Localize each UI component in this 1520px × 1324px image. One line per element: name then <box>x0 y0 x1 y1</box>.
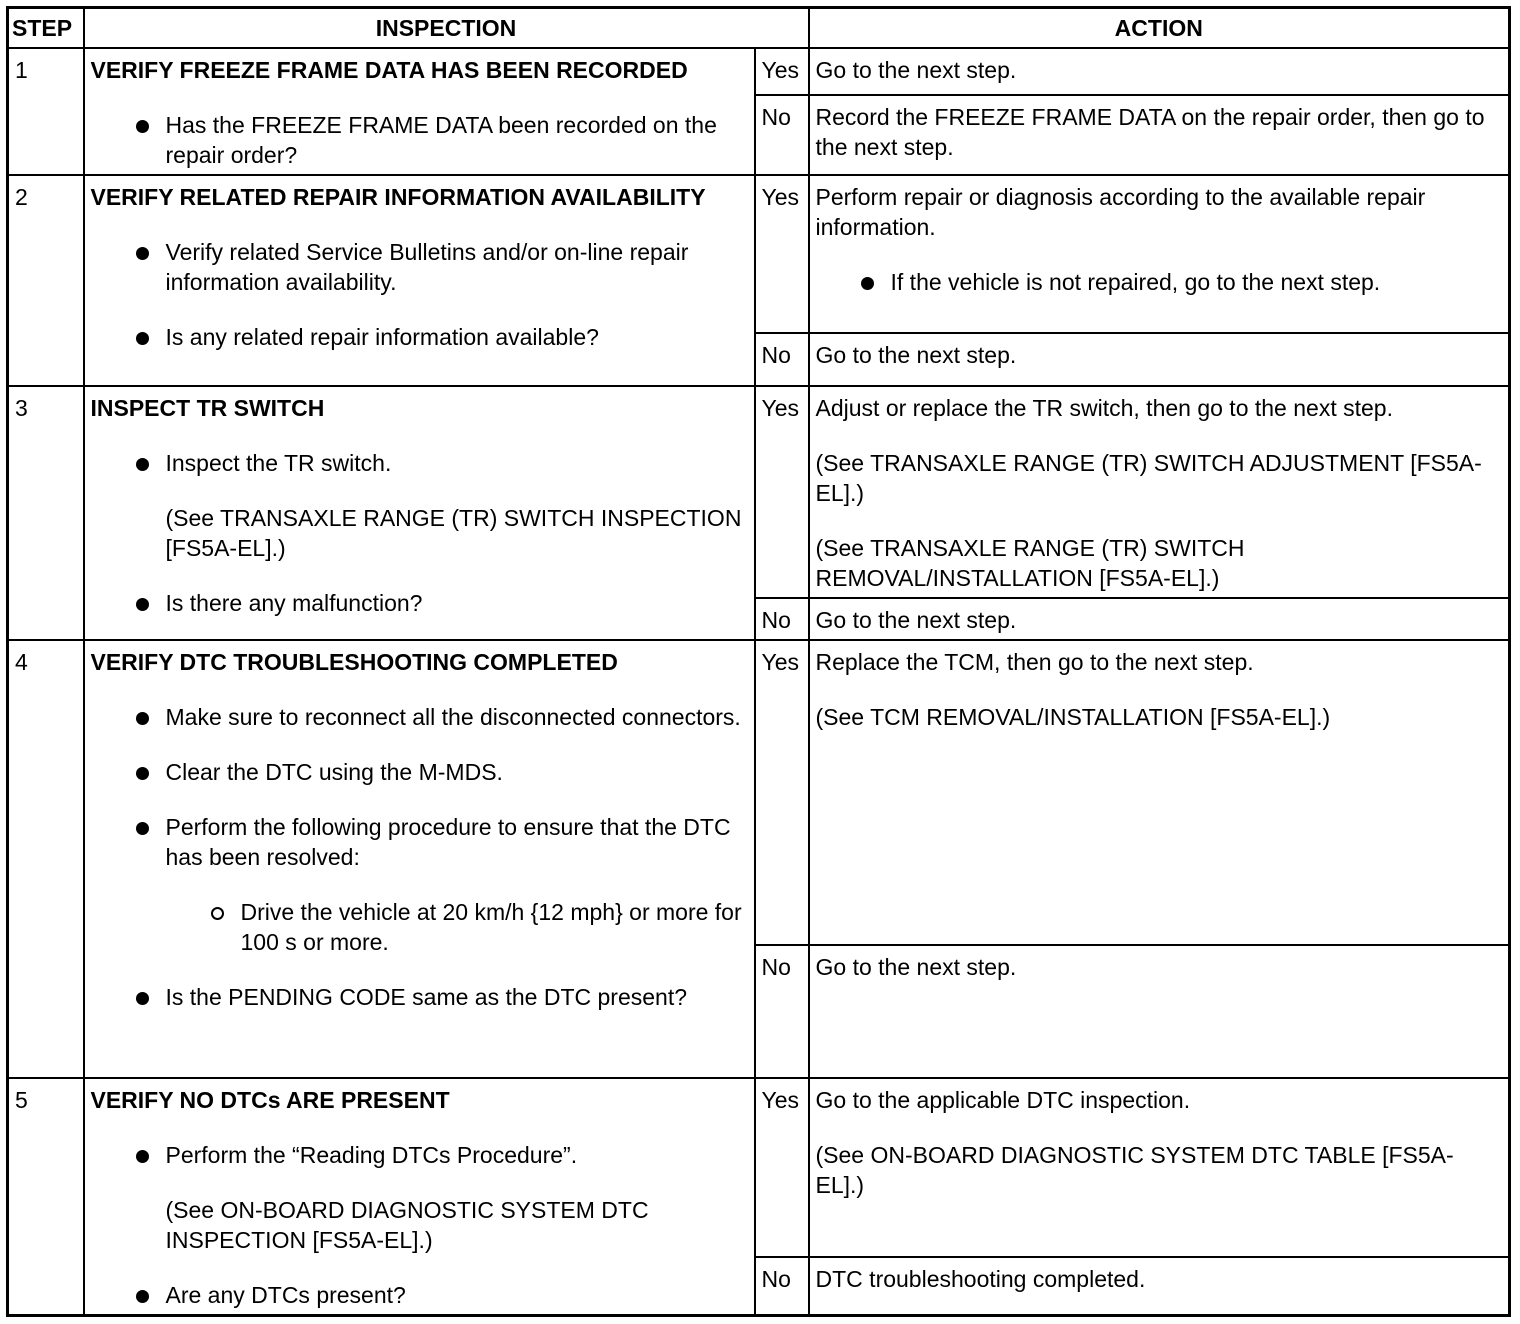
action-text: DTC troubleshooting completed. <box>815 1266 1146 1293</box>
inspection-sub-bullet: Drive the vehicle at 20 km/h {12 mph} or more for 100 s or more. <box>91 897 748 957</box>
step-title: VERIFY DTC TROUBLESHOOTING COMPLETED <box>90 649 618 675</box>
no-label: No <box>755 333 809 386</box>
reference-note: (See TCM REMOVAL/INSTALLATION [FS5A-EL].) <box>815 704 1331 730</box>
no-action <box>809 598 1510 640</box>
yes-action <box>809 640 1510 945</box>
step-number: 5 <box>8 1078 84 1316</box>
inspection-bullet: Make sure to reconnect all the disconnected connectors. <box>91 702 748 732</box>
action-text: Go to the next step. <box>815 57 1017 83</box>
step-number: 4 <box>8 640 84 1078</box>
reference-note: (See TRANSAXLE RANGE (TR) SWITCH REMOVAL/INSTALLATION [FS5A-EL].) <box>815 535 1245 591</box>
diagnostic-table <box>6 6 1511 1317</box>
yes-label: Yes <box>755 175 809 333</box>
yes-action <box>809 175 1510 333</box>
inspection-bullet: Has the FREEZE FRAME DATA been recorded on the repair order? <box>91 110 748 170</box>
inspection-bullet: Verify related Service Bulletins and/or on-line repair information availability. <box>91 237 748 297</box>
no-label: No <box>755 1257 809 1315</box>
step-inspection <box>84 386 755 640</box>
action-bullet: If the vehicle is not repaired, go to the next step. <box>816 267 1503 297</box>
diagnostic-procedure-sheet <box>6 6 1508 1318</box>
action-text: Record the FREEZE FRAME DATA on the repair order, then go to the next step. <box>815 104 1485 160</box>
step-inspection <box>84 48 755 175</box>
no-label: No <box>755 95 809 175</box>
reference-note: (See TRANSAXLE RANGE (TR) SWITCH ADJUSTMENT [FS5A-EL].) <box>815 450 1482 506</box>
action-text: Go to the next step. <box>815 954 1017 980</box>
inspection-bullet: Perform the following procedure to ensure that the DTC has been resolved: <box>91 812 748 872</box>
action-text: Go to the applicable DTC inspection. <box>815 1087 1191 1113</box>
step-number: 2 <box>8 175 84 386</box>
reference-note: (See ON-BOARD DIAGNOSTIC SYSTEM DTC INSPECTION [FS5A-EL].) <box>165 1197 649 1253</box>
no-action <box>809 945 1510 1078</box>
inspection-bullet: Are any DTCs present? <box>91 1280 748 1310</box>
action-text: Perform repair or diagnosis according to the available repair information. <box>815 184 1426 240</box>
header-step: STEP <box>8 8 84 49</box>
step-number: 1 <box>8 48 84 175</box>
step-inspection <box>84 175 755 386</box>
header-row <box>8 8 1510 49</box>
action-text: Go to the next step. <box>815 342 1017 368</box>
yes-action <box>809 386 1510 598</box>
step-title: VERIFY FREEZE FRAME DATA HAS BEEN RECORDED <box>90 57 688 83</box>
yes-label: Yes <box>755 1078 809 1257</box>
inspection-bullet: Is the PENDING CODE same as the DTC present? <box>91 982 748 1012</box>
no-label: No <box>755 945 809 1078</box>
action-text: Adjust or replace the TR switch, then go to the next step. <box>815 395 1393 421</box>
reference-note: (See TRANSAXLE RANGE (TR) SWITCH INSPECTION [FS5A-EL].) <box>165 505 742 561</box>
step-4-yes-row <box>8 640 1510 945</box>
header-action: ACTION <box>809 8 1510 49</box>
yes-label: Yes <box>755 48 809 95</box>
inspection-bullet: Is there any malfunction? <box>91 588 748 618</box>
no-action <box>809 1257 1510 1315</box>
reference-note: (See ON-BOARD DIAGNOSTIC SYSTEM DTC TABLE [FS5A-EL].) <box>815 1142 1454 1198</box>
action-text: Go to the next step. <box>815 607 1017 633</box>
header-inspection: INSPECTION <box>84 8 809 49</box>
step-5-yes-row <box>8 1078 1510 1257</box>
inspection-bullet: Perform the “Reading DTCs Procedure”. <box>91 1140 748 1170</box>
step-number: 3 <box>8 386 84 640</box>
inspection-bullet: Is any related repair information available? <box>91 322 748 352</box>
inspection-bullet: Clear the DTC using the M-MDS. <box>91 757 748 787</box>
step-inspection <box>84 1078 755 1316</box>
no-action <box>809 333 1510 386</box>
step-inspection <box>84 640 755 1078</box>
no-label: No <box>755 598 809 640</box>
yes-action <box>809 48 1510 95</box>
step-title: INSPECT TR SWITCH <box>90 395 325 421</box>
step-title: VERIFY RELATED REPAIR INFORMATION AVAILABILITY <box>90 184 706 210</box>
no-action <box>809 95 1510 175</box>
yes-label: Yes <box>755 386 809 598</box>
yes-label: Yes <box>755 640 809 945</box>
yes-action <box>809 1078 1510 1257</box>
action-text: Replace the TCM, then go to the next step. <box>815 649 1254 675</box>
step-3-yes-row <box>8 386 1510 598</box>
inspection-bullet: Inspect the TR switch. <box>91 448 748 478</box>
step-2-yes-row <box>8 175 1510 333</box>
step-title: VERIFY NO DTCs ARE PRESENT <box>90 1087 450 1113</box>
step-1-yes-row <box>8 48 1510 95</box>
